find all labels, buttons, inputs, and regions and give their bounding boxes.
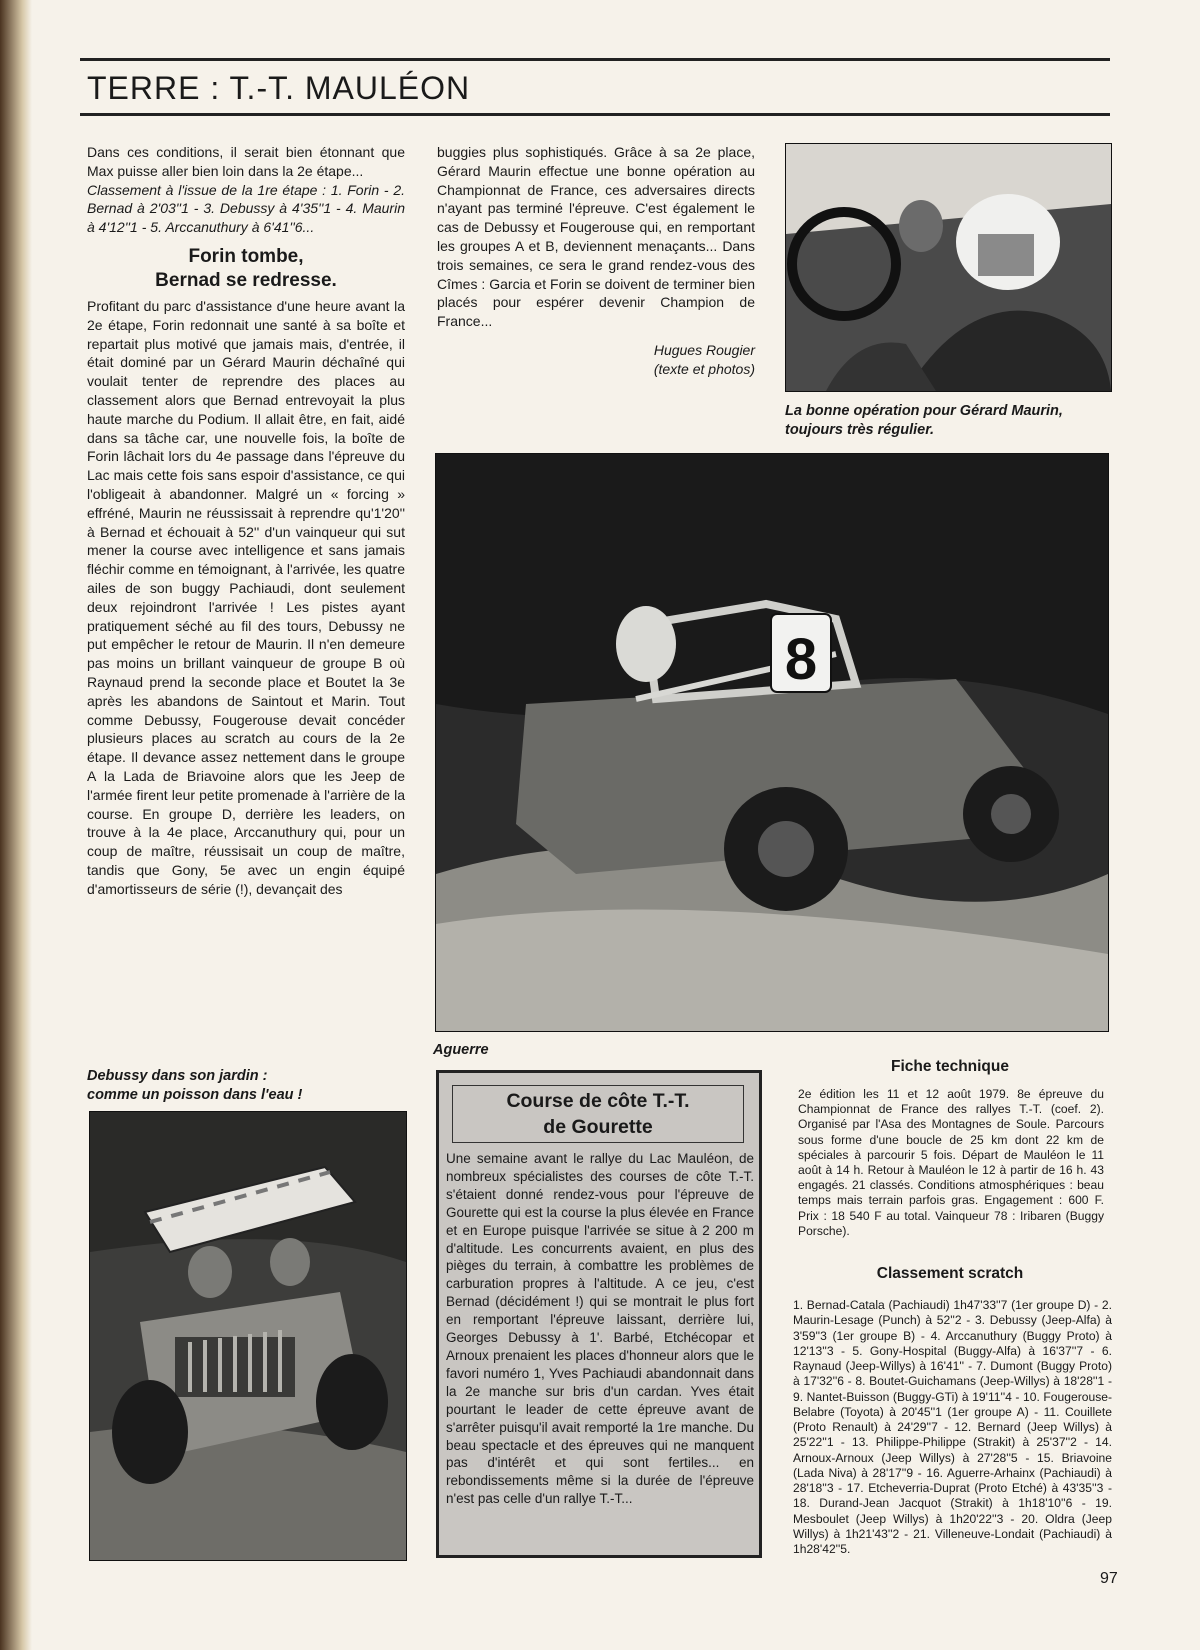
buggy-race-number: 8 — [784, 627, 818, 692]
photo-driver-portrait — [785, 143, 1112, 392]
classement-heading: Classement scratch — [876, 1265, 1024, 1282]
photo-buggy-number-8 — [435, 453, 1109, 1032]
caption-maurin-line-2: toujours très régulier. — [785, 422, 935, 438]
caption-maurin — [785, 402, 1115, 440]
caption-debussy — [87, 1067, 407, 1105]
title-underline — [80, 113, 1110, 116]
fiche-technique-heading: Fiche technique — [891, 1058, 1009, 1075]
page-title: TERRE : T.-T. MAULÉON — [87, 70, 471, 106]
caption-maurin-line-1: La bonne opération pour Gérard Maurin, — [785, 403, 1063, 419]
paragraph-col2: buggies plus sophistiqués. Grâce à sa 2e place, Gérard Maurin effectue une bonne opération au Championnat de France, ces adversaires directs n'ayant pas terminé l'épreuve. C'est également le cas de Debussy et Fougerouse qui, en remportant les groupes A et B, deviennent menaçants... Dans trois semaines, ce sera le grand rendez-vous des Cîmes : Garcia et Forin se doivent de terminer bien placés pour espérer devenir Champion de France... — [437, 144, 755, 330]
classement-text: 1. Bernad-Catala (Pachiaudi) 1h47'33''7 (1er groupe D) - 2. Maurin-Lesage (Punch) à 52''2 - 3. Debussy (Jeep-Alfa) à 3'59''3 (1er groupe B) - 4. Arccanuthury (Buggy Proto) à 12'13''3 - 5. Gony-Hospital (Buggy-Alfa) à 16'37''7 - 6. Raynaud (Jeep-Willys) à 16'41'' - 7. Dumont (Buggy Proto) à 17'32''6 - 8. Boutet-Guichamans (Jeep-Willys) à 18'28''1 - 9. Nantet-Buisson (Buggy-GTi) à 19'11''4 - 10. Fougerouse-Belabre (Toyota) à 20'45''1 (1er groupe A) - 11. Couillete (Proto Renault) à 24'29''7 - 12. Bernard (Jeep Willys) à 25'22''1 - 13. Philippe-Philippe (Strakit) à 25'37''2 - 14. Arnoux-Arnoux (Jeep Willys) à 27'28''5 - 15. Briavoine (Lada Niva) à 28'17''9 - 16. Aguerre-Arhainx (Pachiaudi) à 28'18''3 - 17. Etcheverria-Duprat (Proto Etché) à 43'35''3 - 18. Durand-Jean Jacquot (Strakit) à 1h18'10''6 - 19. Mesboulet (Jeep Willys) à 1h20'22''3 - 20. Oldra (Jeep Willys) à 1h21'43''2 - 21. Villeneuve-Londait (Pachiaudi) à 1h28'42''5. — [793, 1298, 1112, 1556]
caption-debussy-line-2: comme un poisson dans l'eau ! — [87, 1087, 303, 1103]
box-title-line-1: Course de côte T.-T. — [506, 1090, 690, 1112]
subheading-line-1: Forin tombe, — [188, 245, 304, 267]
paragraph-main: Profitant du parc d'assistance d'une heure avant la 2e étape, Forin redonnait une santé à sa boîte et repartait plus motivé que jamais mais, d'entrée, il était dominé par un Gérard Maurin déchaîné qui voulait tenter de reprendre des places au classement alors que Bernad entrevoyait la plus haute marche du Podium. Il allait être, en fait, aidé dans sa tâche car, une nouvelle fois, la boîte de Forin lâchait lors du 4e passage dans l'épreuve du Lac mais cette fois sans espoir d'assistance, ce qui l'obligeait à abandonner. Malgré un « forcing » effréné, Maurin ne réussissait à reprendre qu'1'20'' à Bernad et échouait à 52'' d'un vainqueur qui sut mener la course avec intelligence et sans jamais fléchir comme en témoignant, à l'arrivée, les quatre ailes de son buggy Pachiaudi, dont seulement deux rejoindront l'arrivée ! Les pistes ayant pratiquement séché au fil des tours, Debussy ne put empêcher le retour de Maurin. Il n'en demeure pas moins un brillant vainqueur de groupe B où Raynaud prend la seconde place et Boutet la 3e après les abandons de Saintout et Marin. Tout comme Debussy, Fougerouse devait concéder plusieurs places au scratch au cours de la 2e étape. Il devance assez nettement dans le groupe A la Lada de Briavoine alors que les Jeep de l'armée firent leur petite promenade à l'arrière de la course. En groupe D, derrière les leaders, on trouve à la 4e place, Arccanuthury qui, pour un coup de maître, réussisait un coup de maître, tandis que Gony, 5e avec un engin équipé d'amortisseurs de série (!), devançait des — [87, 297, 405, 897]
box-title — [452, 1085, 744, 1143]
top-rule — [80, 58, 1110, 61]
page-binding — [0, 0, 32, 1650]
photo-debussy-jeep — [89, 1111, 407, 1561]
fiche-technique-text: 2e édition les 11 et 12 août 1979. 8e épreuve du Championnat de France des rallyes T.-T. (coef. 2). Organisé par l'Asa des Montagnes de Soule. Parcours sous forme d'une boucle de 25 km dont 22 km de spéciales à parcourir 5 fois. Départ de Mauléon le 11 août à 14 h. Retour à Mauléon le 12 à partir de 16 h. 43 engagés. 21 classés. Conditions atmosphériques : beau temps mais terrain parfois gras. Engagement : 600 F. Prix : 18 540 F au total. Vainqueur 78 : Iribaren (Buggy Porsche). — [798, 1087, 1104, 1238]
caption-aguerre: Aguerre — [433, 1042, 489, 1058]
page-number: 97 — [1100, 1570, 1118, 1587]
article-column-1 — [87, 143, 405, 898]
paragraph-classement-etape1: Classement à l'issue de la 1re étape : 1. Forin - 2. Bernad à 2'03''1 - 3. Debussy à 4'35''1 - 4. Maurin à 4'12''1 - 5. Arccanuthury à 6'41''6... — [87, 181, 405, 236]
caption-debussy-line-1: Debussy dans son jardin : — [87, 1068, 268, 1084]
paragraph-intro: Dans ces conditions, il serait bien étonnant que Max puisse aller bien loin dans la 2e étape... — [87, 144, 405, 179]
box-title-line-2: de Gourette — [543, 1116, 653, 1138]
author-credit — [437, 341, 755, 379]
subheading-line-2: Bernad se redresse. — [155, 269, 337, 291]
box-text: Une semaine avant le rallye du Lac Mauléon, de nombreux spécialistes des courses de côte T.-T. s'étaient donné rendez-vous pour l'épreuve de Gourette qui est la course la plus élevée en France et en Europe puisque l'arrivée se situe à 2 200 m d'altitude. Les concurrents avaient, en plus des pièges du terrain, à combattre les problèmes de carburation propres à l'altitude. A ce jeu, c'est Bernad (décidément !) qui se montrait le plus fort en remportant l'épreuve laissant, derrière lui, Georges Debussy à 1'. Barbé, Etchécopar et Arnoux prenaient les places d'honneur alors que le favori numéro 1, Yves Pachiaudi abandonnait dans la 2e manche sur bris d'un cardan. Yves était pourtant le leader de cette épreuve avant de s'arrêter puisqu'il avait remporté la 1re manche. Du beau spectacle et des épreuves qui ne manquent pas d'intérêt et qui sont fertiles... en rebondissements même si la durée de l'épreuve n'est pas celle d'un rallye T.-T... — [446, 1151, 754, 1507]
article-column-2 — [437, 143, 755, 379]
author-name: Hugues Rougier — [653, 341, 755, 358]
author-role: (texte et photos) — [653, 360, 755, 377]
subheading — [87, 245, 405, 293]
